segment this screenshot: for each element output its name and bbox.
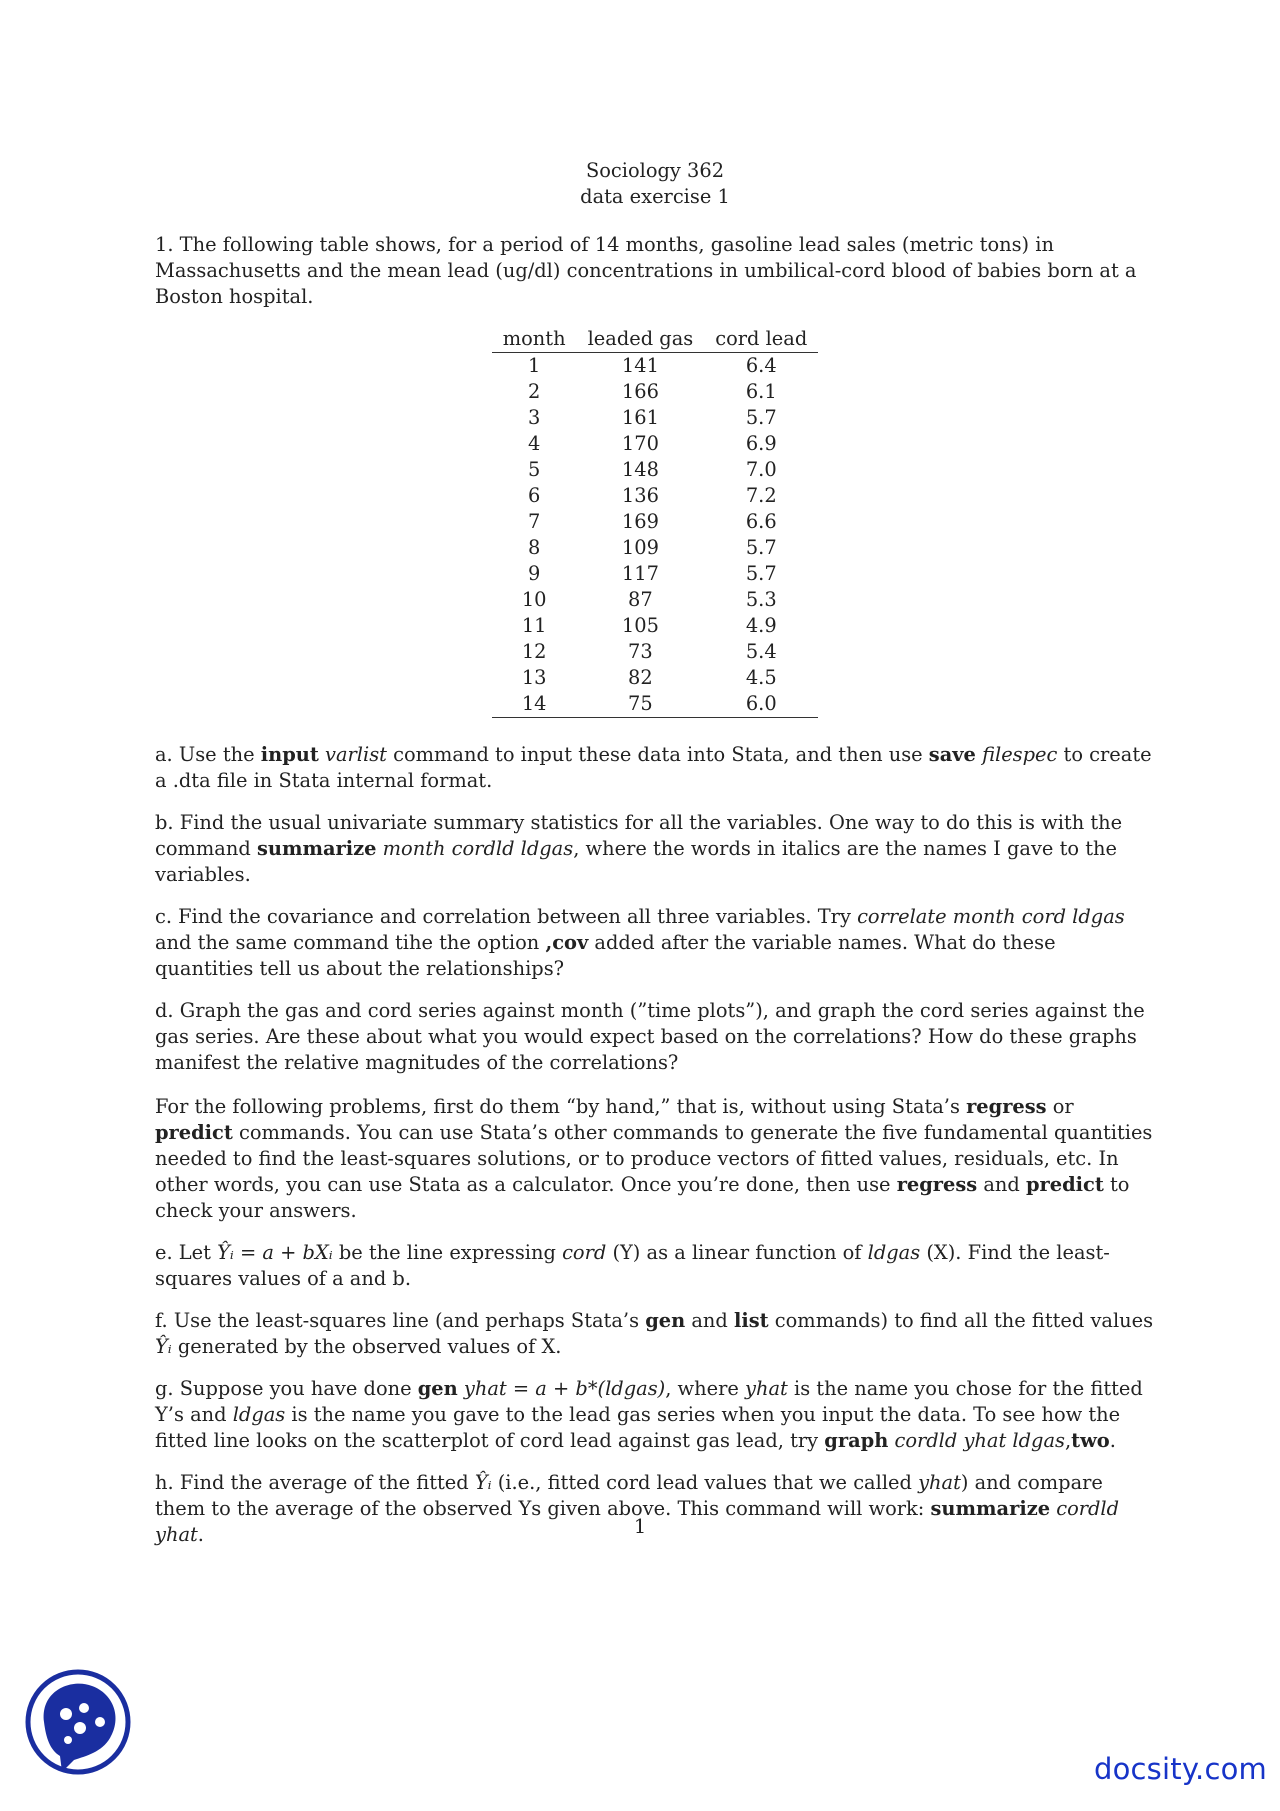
table-cell: 4.9	[745, 614, 777, 637]
table-cell: 170	[621, 432, 659, 455]
table-cell: 82	[628, 666, 653, 689]
question-b: b. Find the usual univariate summary statistics for all the variables. One way to do this is with the command summarize month cordld ldgas, where the words in italics are the names I gave to the variables.	[155, 811, 1123, 886]
table-cell: 6.0	[745, 692, 777, 715]
course-title: Sociology 362	[585, 159, 725, 182]
table-cell: 6	[527, 484, 541, 507]
table-cell: 6.4	[745, 354, 777, 377]
table-cell: 2	[527, 380, 541, 403]
table-cell: 5.4	[745, 640, 777, 663]
table-cell: 8	[527, 536, 541, 559]
question-a: a. Use the input varlist command to input these data into Stata, and then use save filespec to create a .dta file in Stata internal format.	[155, 743, 1152, 792]
table-cell: 11	[521, 614, 547, 637]
table-row	[492, 665, 819, 691]
table-row	[492, 535, 819, 561]
table-cell: 4.5	[745, 666, 777, 689]
table-row	[492, 561, 819, 587]
question-e: e. Let Ŷᵢ = a + bXᵢ be the line expressing cord (Y) as a linear function of ldgas (X). Find the least-squares values of a and b.	[155, 1241, 1110, 1290]
table-cell: 7	[527, 510, 541, 533]
column-header: leaded gas	[577, 326, 705, 353]
table-row	[492, 483, 819, 509]
table-row	[492, 457, 819, 483]
table-cell: 141	[621, 354, 659, 377]
table-row	[492, 587, 819, 613]
table-cell: 75	[628, 692, 653, 715]
question-f: f. Use the least-squares line (and perhaps Stata’s gen and list commands) to find all the fitted values Ŷᵢ generated by the observed values of X.	[155, 1309, 1154, 1358]
table-cell: 4	[527, 432, 541, 455]
table-cell: 166	[621, 380, 659, 403]
table-cell: 5	[527, 458, 541, 481]
instructions-note: For the following problems, first do them “by hand,” that is, without using Stata’s regress or predict commands. You can use Stata’s other commands to generate the five fundamental quantities needed to find the least-squares solutions, or to produce vectors of fitted values, residuals, etc. In other words, you can use Stata as a calculator. Once you’re done, then use regress and predict to check your answers.	[155, 1095, 1153, 1222]
table-body	[492, 353, 819, 718]
table-cell: 161	[621, 406, 659, 429]
table-cell: 6.9	[745, 432, 777, 455]
table-cell: 6.6	[745, 510, 777, 533]
table-row	[492, 613, 819, 639]
table-cell: 5.7	[745, 536, 777, 559]
table-cell: 136	[621, 484, 659, 507]
table-cell: 5.7	[745, 562, 777, 585]
docsity-logo-icon[interactable]	[22, 1660, 134, 1780]
question-c: c. Find the covariance and correlation between all three variables. Try correlate month cord ldgas and the same command tihe the option ,cov added after the variable names. What do these quantities tell us about the relationships?	[155, 905, 1125, 980]
table-cell: 7.0	[745, 458, 777, 481]
table-cell: 3	[527, 406, 541, 429]
table-row	[492, 431, 819, 457]
table-cell: 10	[521, 588, 547, 611]
question-d: d. Graph the gas and cord series against month (”time plots”), and graph the cord series against the gas series. Are these about what you would expect based on the correlations? How do these graphs manifest the relative magnitudes of the correlations?	[155, 999, 1145, 1074]
table-cell: 148	[621, 458, 659, 481]
table-cell: 13	[521, 666, 547, 689]
column-header: month	[492, 326, 577, 353]
docsity-brand-link[interactable]: docsity.com	[1093, 1752, 1267, 1786]
question-g: g. Suppose you have done gen yhat = a + b*(ldgas), where yhat is the name you chose for the fitted Y’s and ldgas is the name you gave to the lead gas series when you input the data. To see how the fitted line looks on the scatterplot of cord lead against gas lead, try graph cordld yhat ldgas,two.	[155, 1377, 1143, 1452]
table-cell: 73	[628, 640, 653, 663]
table-cell: 14	[521, 692, 547, 715]
document-body	[155, 158, 1155, 1564]
question-h: h. Find the average of the fitted Ŷᵢ (i.e., fitted cord lead values that we called yhat) and compare them to the average of the observed Ys given above. This command will work: summarize cordld yhat.	[155, 1471, 1120, 1546]
data-table	[492, 326, 819, 718]
page-number: 1	[633, 1515, 647, 1538]
table-cell: 105	[621, 614, 659, 637]
table-cell: 9	[527, 562, 541, 585]
table-row	[492, 691, 819, 718]
table-cell: 7.2	[745, 484, 777, 507]
exercise-subtitle: data exercise 1	[580, 185, 730, 208]
table-cell: 5.7	[745, 406, 777, 429]
table-row	[492, 509, 819, 535]
table-row	[492, 379, 819, 405]
table-cell: 109	[621, 536, 659, 559]
intro-paragraph: 1. The following table shows, for a period of 14 months, gasoline lead sales (metric tons) in Massachusetts and the mean lead (ug/dl) concentrations in umbilical-cord blood of babies born at a Boston hospital.	[155, 233, 1137, 308]
table-row	[492, 353, 819, 380]
table-cell: 169	[621, 510, 659, 533]
table-cell: 5.3	[745, 588, 777, 611]
title-block	[155, 158, 1155, 210]
table-row	[492, 405, 819, 431]
table-cell: 1	[527, 354, 541, 377]
table-header-row	[492, 326, 819, 353]
table-cell: 117	[621, 562, 659, 585]
table-cell: 6.1	[745, 380, 777, 403]
column-header: cord lead	[704, 326, 818, 353]
table-cell: 12	[521, 640, 547, 663]
table-row	[492, 639, 819, 665]
table-cell: 87	[628, 588, 653, 611]
